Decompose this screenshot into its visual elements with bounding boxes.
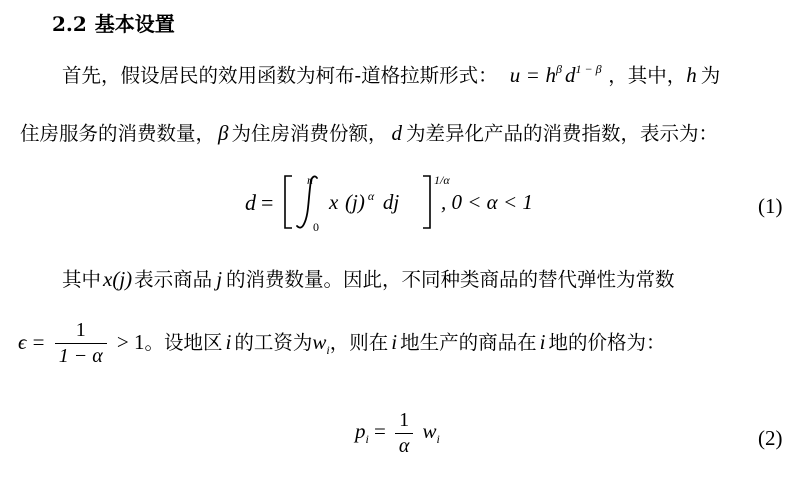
equation-1 bbox=[245, 170, 585, 236]
fraction-denominator: α bbox=[395, 433, 414, 457]
equation-2 bbox=[355, 410, 440, 457]
var-w: w bbox=[312, 330, 327, 354]
eq1-integrand bbox=[329, 190, 399, 215]
var-p: p bbox=[355, 419, 366, 443]
paragraph-1-line-2 bbox=[20, 118, 718, 146]
equals-sign: = bbox=[526, 63, 539, 87]
text-segment: 首先，假设居民的效用函数为柯布-道格拉斯形式： bbox=[62, 64, 498, 87]
var-x: x bbox=[329, 190, 339, 214]
exp-one-minus-beta: 1 − β bbox=[575, 62, 602, 76]
var-i: i bbox=[539, 330, 546, 354]
left-bracket bbox=[285, 176, 292, 228]
equation-1-number: (1) bbox=[758, 194, 783, 218]
fraction-denominator: 1 − α bbox=[55, 343, 107, 367]
text-segment: ，则在 bbox=[329, 331, 389, 354]
var-dj: dj bbox=[382, 190, 400, 214]
sub-i: i bbox=[326, 343, 330, 357]
fraction-numerator: 1 bbox=[399, 409, 410, 431]
section-title: 基本设置 bbox=[94, 12, 175, 36]
var-w: w bbox=[422, 419, 437, 443]
price-fraction bbox=[395, 410, 414, 457]
var-beta: β bbox=[218, 121, 229, 145]
greater-than-one: > 1 bbox=[116, 330, 145, 354]
eq1-lower-limit: 0 bbox=[313, 220, 319, 234]
eq1-lhs: d bbox=[245, 190, 256, 215]
eq1-condition: , 0 < α < 1 bbox=[441, 190, 533, 214]
paragraph-2-line-2 bbox=[18, 320, 665, 367]
arg-j: (j) bbox=[345, 190, 365, 214]
var-d: d bbox=[565, 63, 576, 87]
equals-sign: = bbox=[261, 190, 274, 215]
text-segment: 为 bbox=[700, 64, 721, 87]
text-segment: 地生产的商品在 bbox=[400, 331, 537, 354]
paragraph-1-line-1 bbox=[62, 60, 720, 88]
var-u: u bbox=[509, 63, 521, 87]
equals-sign: = bbox=[373, 419, 386, 443]
var-xj: x(j) bbox=[103, 267, 133, 291]
var-j: j bbox=[216, 267, 223, 291]
elasticity-fraction bbox=[55, 320, 107, 367]
paragraph-2-line-1 bbox=[62, 264, 675, 292]
var-i: i bbox=[391, 330, 398, 354]
eq1-upper-limit: n bbox=[307, 173, 313, 187]
utility-formula bbox=[510, 63, 608, 87]
section-heading bbox=[52, 8, 175, 37]
section-number: 2.2 bbox=[52, 12, 87, 36]
text-segment: ，其中， bbox=[608, 64, 687, 87]
text-segment: 为差异化产品的消费指数，表示为： bbox=[406, 122, 719, 145]
text-segment: 住房服务的消费数量， bbox=[20, 122, 216, 145]
text-segment: 地的价格为： bbox=[548, 331, 666, 354]
exp-alpha: α bbox=[367, 189, 375, 203]
eq1-outer-exponent: 1/α bbox=[434, 173, 450, 187]
text-segment: 其中 bbox=[62, 268, 102, 291]
sub-i: i bbox=[365, 432, 369, 446]
text-segment: 的工资为 bbox=[234, 331, 313, 354]
var-i: i bbox=[225, 330, 232, 354]
var-d: d bbox=[391, 121, 402, 145]
equals-sign: = bbox=[32, 330, 45, 354]
fraction-numerator: 1 bbox=[75, 319, 86, 341]
var-epsilon: ϵ bbox=[18, 330, 27, 354]
var-h: h bbox=[545, 63, 557, 87]
text-segment: 表示商品 bbox=[134, 268, 213, 291]
text-segment: 的消费数量。因此，不同种类商品的替代弹性为常数 bbox=[226, 268, 675, 291]
sub-i: i bbox=[436, 432, 440, 446]
exp-beta: β bbox=[556, 62, 562, 76]
eq1-brackets-integral bbox=[245, 170, 585, 236]
var-h: h bbox=[686, 63, 697, 87]
text-segment: 。设地区 bbox=[144, 331, 223, 354]
right-bracket bbox=[423, 176, 430, 228]
text-segment: 为住房消费份额， bbox=[231, 122, 388, 145]
equation-2-number: (2) bbox=[758, 426, 783, 450]
